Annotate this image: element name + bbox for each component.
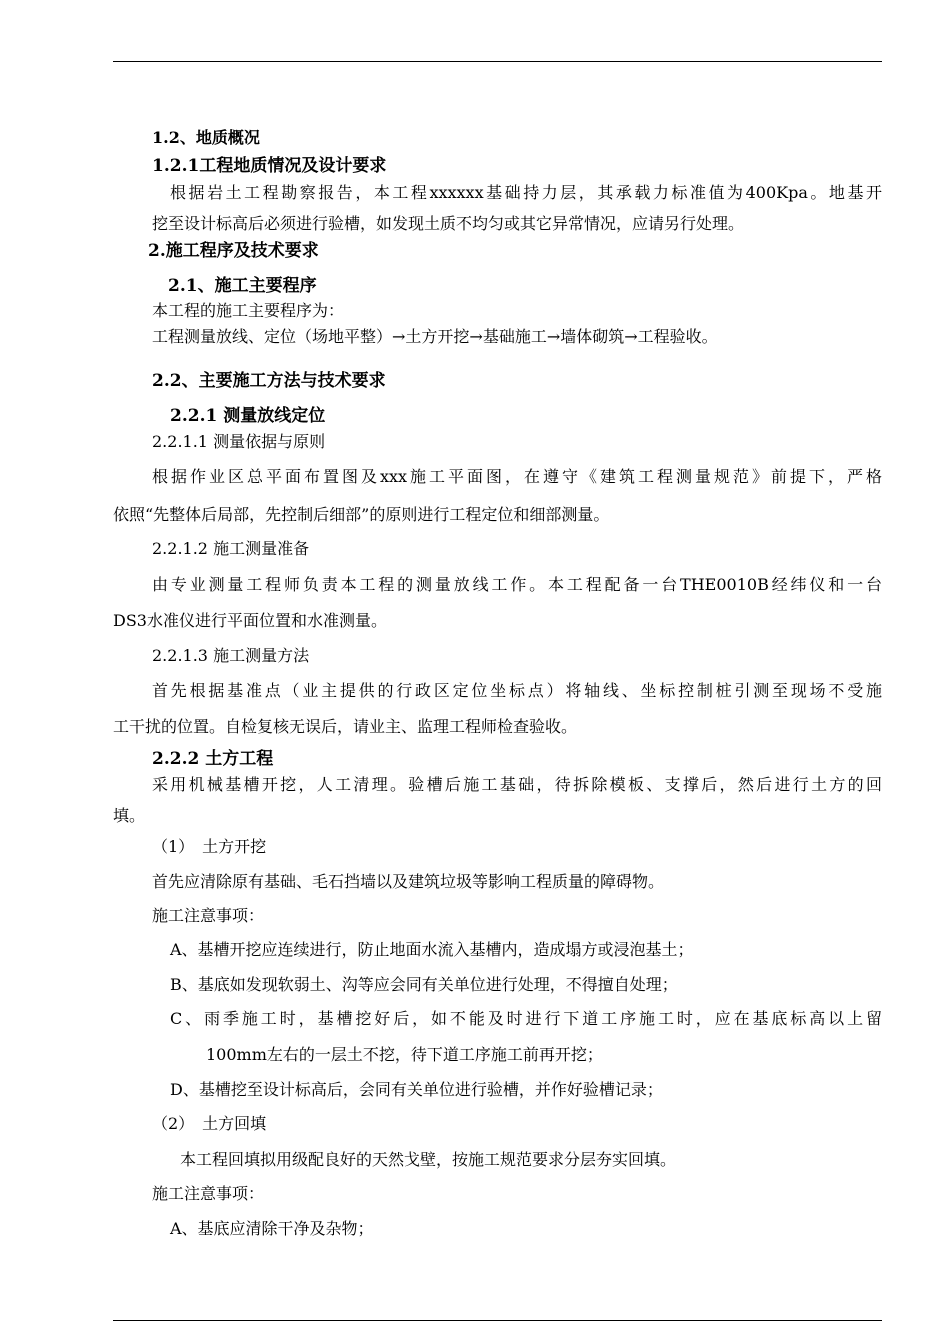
header-rule <box>113 61 882 62</box>
heading-2-2-1-2: 2.2.1.2 施工测量准备 <box>152 539 310 558</box>
list-item: A、基底应清除干净及杂物； <box>170 1219 374 1238</box>
heading-1-2: 1.2、地质概况 <box>152 128 260 147</box>
heading-2-2-2: 2.2.2 土方工程 <box>152 749 274 769</box>
paragraph-line: 依照“先整体后局部，先控制后细部”的原则进行工程定位和细部测量。 <box>113 505 610 524</box>
list-item: A、基槽开挖应连续进行，防止地面水流入基槽内，造成塌方或浸泡基土； <box>170 940 694 959</box>
heading-1-2-1: 1.2.1工程地质情况及设计要求 <box>152 156 387 176</box>
heading-2-2-1: 2.2.1 测量放线定位 <box>170 406 326 426</box>
footer-rule <box>113 1320 882 1321</box>
paragraph-line: 由专业测量工程师负责本工程的测量放线工作。本工程配备一台THE0010B经纬仪和一台 <box>152 575 882 594</box>
paragraph-line: 根据岩土工程勘察报告，本工程xxxxxx基础持力层，其承载力标准值为400Kpa。地基开 <box>170 183 882 202</box>
paragraph-line: 本工程回填拟用级配良好的天然戈壁，按施工规范要求分层夯实回填。 <box>180 1150 677 1169</box>
heading-2-2-1-1: 2.2.1.1 测量依据与原则 <box>152 432 326 451</box>
paragraph-line: 根据作业区总平面布置图及xxx施工平面图，在遵守《建筑工程测量规范》前提下，严格 <box>152 467 882 486</box>
notes-label: 施工注意事项： <box>152 1184 265 1203</box>
paragraph-line: 首先应清除原有基础、毛石挡墙以及建筑垃圾等影响工程质量的障碍物。 <box>152 872 665 891</box>
list-item: B、基底如发现软弱土、沟等应会同有关单位进行处理，不得擅自处理； <box>170 975 678 994</box>
list-item: C、雨季施工时，基槽挖好后，如不能及时进行下道工序施工时，应在基底标高以上留 <box>170 1009 882 1028</box>
paragraph-line: 工程测量放线、定位（场地平整）→土方开挖→基础施工→墙体砌筑→工程验收。 <box>152 327 718 346</box>
list-item: D、基槽挖至设计标高后，会同有关单位进行验槽，并作好验槽记录； <box>170 1080 663 1099</box>
paragraph-line: 本工程的施工主要程序为： <box>152 301 345 320</box>
paragraph-line: 采用机械基槽开挖，人工清理。验槽后施工基础，待拆除模板、支撑后，然后进行土方的回 <box>152 775 882 794</box>
heading-2-1: 2.1、施工主要程序 <box>168 276 317 296</box>
paragraph-line: 工干扰的位置。自检复核无误后，请业主、监理工程师检查验收。 <box>113 717 578 736</box>
paragraph-line: 填。 <box>113 806 146 825</box>
heading-2-2-1-3: 2.2.1.3 施工测量方法 <box>152 646 310 665</box>
heading-backfill: （2） 土方回填 <box>152 1114 267 1133</box>
paragraph-line: 挖至设计标高后必须进行验槽，如发现土质不均匀或其它异常情况，应请另行处理。 <box>152 214 745 233</box>
heading-2-2: 2.2、主要施工方法与技术要求 <box>152 371 386 391</box>
heading-2: 2.施工程序及技术要求 <box>148 241 319 261</box>
list-item-continuation: 100mm左右的一层土不挖，待下道工序施工前再开挖； <box>206 1045 603 1064</box>
paragraph-line: DS3水准仪进行平面位置和水准测量。 <box>113 611 387 630</box>
heading-excavation: （1） 土方开挖 <box>152 837 267 856</box>
paragraph-line: 首先根据基准点（业主提供的行政区定位坐标点）将轴线、坐标控制桩引测至现场不受施 <box>152 681 882 700</box>
notes-label: 施工注意事项： <box>152 906 265 925</box>
